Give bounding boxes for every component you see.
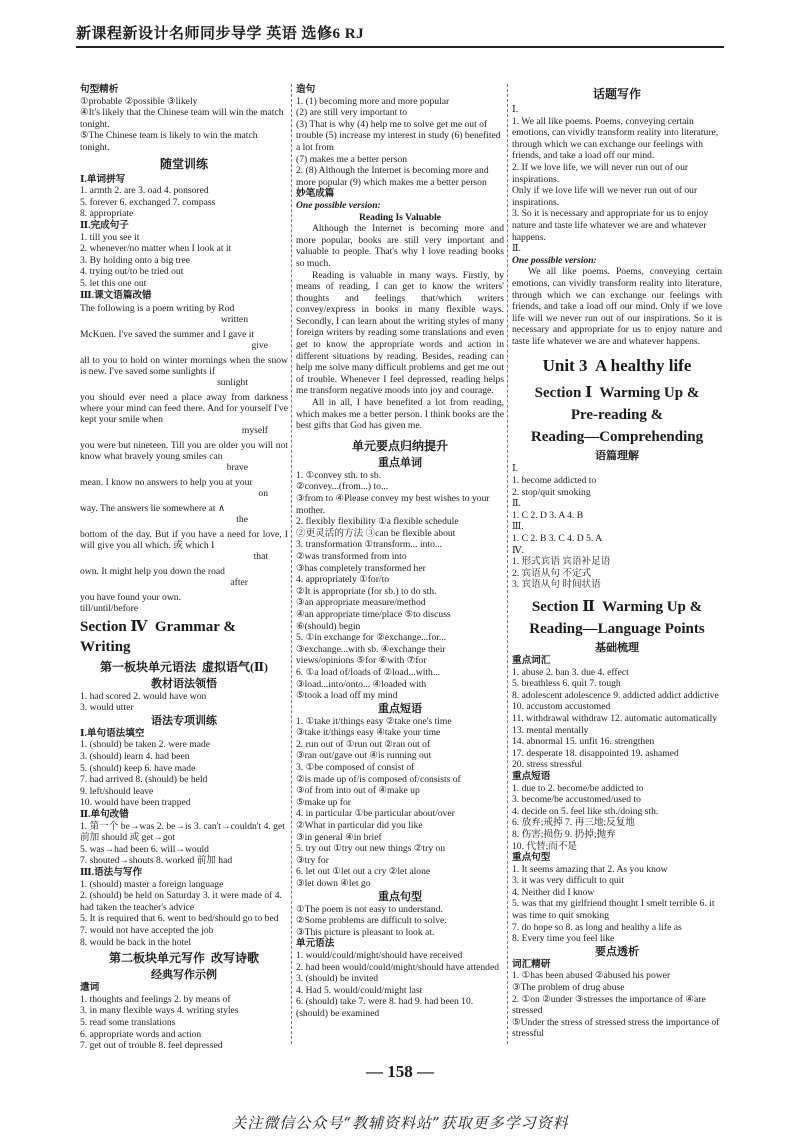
- version-label: One possible version:: [296, 199, 381, 211]
- list-item: 6. ①a load of/loads of ②load...with...: [296, 666, 441, 678]
- header-rule: [76, 46, 724, 48]
- list-item: 5. ①in exchange for ②exchange...for...: [296, 632, 447, 644]
- correction-answer: till/until/before: [80, 603, 139, 615]
- list-item: 1. C 2. D 3. A 4. B: [512, 509, 584, 521]
- subsection-title: 重点短语: [512, 770, 551, 782]
- subsection-title: Ⅲ.语法与写作: [80, 867, 143, 878]
- list-item: ⑤The Chinese team is likely to win the match tonight.: [80, 130, 258, 153]
- correction-line: you were but nineteen. Till you are older you will not know what bravely young smiles can: [80, 440, 291, 463]
- list-item: ③from to ④Please convey my best wishes to your mother.: [296, 493, 490, 516]
- list-item: Ⅲ.: [512, 521, 524, 533]
- subsection-title: 重点词汇: [512, 655, 551, 666]
- list-item: ③let down ④let go: [296, 878, 371, 889]
- correction-fix: sunlight: [217, 377, 248, 389]
- list-item: 1. We all like poems. Poems, conveying certain emotions, can vividly transform reality into literature, through which we can exchange our feelings with friends, and take a load off our mind.: [512, 115, 719, 162]
- list-item: 10. 代替;而不是: [512, 840, 578, 852]
- section-subheading: 重点句型: [378, 890, 422, 903]
- list-item: Ⅳ.: [512, 544, 524, 556]
- section-heading: Section Ⅳ Grammar & Writing: [80, 618, 240, 655]
- list-item: 8. 伤害;损伤 9. 扔掉;抛弃: [512, 828, 616, 840]
- list-item: 6. 放弃;戒掉 7. 再三地;反复地: [512, 817, 635, 829]
- list-item: 20. stress stressful: [512, 759, 583, 771]
- answer-list: [512, 463, 722, 591]
- list-item: 2. ①on ②under ③stresses the importance of ④are stressed: [512, 993, 706, 1017]
- list-item: 5. It is required that 6. went to bed/should go to bed 7. would not have accepted the job: [80, 913, 279, 936]
- answer-list: [512, 970, 722, 1040]
- list-item: 3. in many flexible ways 4. writing styles: [80, 1005, 239, 1017]
- essay-paragraph: Reading is valuable in many ways. Firstly, by means of reading, I can get to know the writers' thoughts and feelings that/which writers convey/express in books in many flexible ways. Secondly, I can learn about the writing styles of many foreign writers by reading some translations and even get to know the appropriate words and action in different situations by reading. Besides, reading can help me solve many difficult problems and get me out of trouble. Whenever I feel depressed, reading helps me transform negative moods into joy and courage.: [296, 269, 507, 397]
- list-item: 5. read some translations: [80, 1016, 176, 1028]
- list-item: 10. would have been trapped: [80, 797, 191, 809]
- list-item: 1. 形式宾语 宾语补足语: [512, 556, 611, 568]
- answer-list: [80, 232, 288, 290]
- subsection-title: Ⅲ.课文语篇改错: [80, 289, 152, 301]
- column-right: [512, 84, 725, 1040]
- list-item: Only if we love life will we never run out of our inspirations.: [512, 185, 698, 208]
- list-item: 2. (8) Although the Internet is becoming more and more popular (9) which makes me a better person: [296, 165, 489, 188]
- subsection-title: Ⅱ.完成句子: [80, 219, 129, 231]
- list-item: ②更灵活的方法 ③can be flexible about: [296, 527, 456, 539]
- list-item: 5. try out ①try out new things ②try on: [296, 843, 446, 855]
- answer-list: [80, 879, 288, 949]
- list-item: ②was transformed from into: [296, 550, 407, 562]
- list-item: 8. adolescent adolescence 9. addicted addict addictive 10. accustom accustomed: [512, 689, 719, 713]
- list-item: 9. left/should leave: [80, 785, 154, 797]
- answer-list: [512, 667, 722, 771]
- list-item: 2. If we love life, we will never run out of our inspirations.: [512, 161, 689, 185]
- section-title: Reading—Comprehending: [530, 429, 704, 446]
- column-middle: [296, 84, 507, 1020]
- list-item: 1. (should) be taken 2. were made: [80, 739, 211, 751]
- list-item: 5. let this one out: [80, 277, 147, 289]
- list-item: ①The poem is not easy to understand.: [296, 903, 443, 915]
- list-item: 2. flexibly flexibility ①a flexible schedule: [296, 516, 459, 528]
- correction-line: you have found your own.: [80, 592, 181, 604]
- section-subheading: 语篇理解: [595, 450, 639, 463]
- list-item: 3. would utter: [80, 702, 134, 714]
- list-item: 3. it was very difficult to quit: [512, 875, 625, 887]
- subsection-title: Ⅱ.单句改错: [80, 809, 129, 821]
- list-item: 1. (should) master a foreign language: [80, 878, 224, 890]
- section-title: 妙笔成篇: [296, 188, 335, 200]
- list-item: 1. It seems amazing that 2. As you know: [512, 863, 668, 875]
- list-item: 1. thoughts and feelings 2. by means of: [80, 993, 231, 1005]
- footer-note: 关注微信公众号“教辅资料站”获取更多学习资料: [231, 1114, 569, 1132]
- list-item: 2. stop/quit smoking: [512, 486, 591, 498]
- list-item: 8. would be back in the hotel: [80, 936, 192, 948]
- list-item: ②convey...(from...) to...: [296, 481, 389, 493]
- subsection-title: 遣词: [80, 982, 100, 994]
- list-item: 1. due to 2. become/be addicted to: [512, 782, 644, 794]
- correction-line: way. The answers lie somewhere at ∧: [80, 503, 226, 515]
- list-item: 3. (should) learn 4. had been: [80, 751, 190, 763]
- list-item: ③has completely transformed her: [296, 562, 426, 574]
- correction-fix: written: [220, 314, 248, 326]
- section-heading: 单元要点归纳提升: [351, 438, 448, 453]
- list-item: 5. (should) keep 6. have made: [80, 762, 196, 774]
- column-divider: [291, 84, 292, 1044]
- answer-list: [80, 739, 288, 809]
- unit-title: Unit 3 A healthy life: [542, 356, 692, 376]
- answer-list: [296, 950, 504, 1020]
- correction-fix: on: [258, 488, 268, 500]
- list-item: 7. shouted→shouts 8. worked 前加 had: [80, 855, 233, 867]
- correction-passage: [80, 303, 291, 604]
- correction-fix: brave: [226, 462, 248, 474]
- correction-line: all to you to hold on winter mornings when the snow is new. I've saved some sunlights if: [80, 355, 291, 378]
- list-item: 5. forever 6. exchanged 7. compass: [80, 196, 216, 208]
- correction-line: you should ever need a place away from darkness where your mind can feed there. And for yourself I've kept your smile when: [80, 392, 291, 426]
- section-subheading: 基础梳理: [595, 642, 639, 654]
- list-item: ④It's likely that the Chinese team will win the match tonight.: [80, 107, 284, 130]
- list-item: 2. had been would/could/might/should have attended 3. (should) be invited: [296, 961, 500, 985]
- list-item: (3) That is why (4) help me to solve get me out of trouble (5) increase my interest in study (6) benefited a lot from: [296, 118, 501, 153]
- list-item: 6. (should) take 7. were 8. had 9. had been 10. (should) be examined: [296, 996, 474, 1019]
- list-item: 8. appropriate: [80, 208, 134, 220]
- list-item: 1. armth 2. are 3. oad 4. ponsored: [80, 185, 209, 197]
- section-heading: 第二板块单元写作 改写诗歌: [108, 951, 259, 966]
- list-item: 1. 第一个 be→was 2. be→is 3. can't→couldn't 4. get 前加 should 或 get→got: [80, 820, 285, 844]
- list-item: 7. get out of trouble 8. feel depressed: [80, 1040, 223, 1052]
- section-title: Reading—Language Points: [529, 621, 705, 637]
- list-item: ⑤took a load off my mind: [296, 690, 398, 702]
- list-item: ③try for: [296, 854, 329, 866]
- section-subheading: 重点单词: [378, 456, 422, 469]
- subsection-title: Ⅰ.单词拼写: [80, 173, 126, 185]
- list-item: 1. had scored 2. would have won: [80, 690, 207, 702]
- correction-line: The following is a poem writing by Rod: [80, 303, 235, 315]
- correction-fix: myself: [241, 425, 268, 437]
- section-title: 句型精析: [80, 84, 119, 95]
- list-item: 1. ①take it/things easy ②take one's time: [296, 715, 452, 727]
- list-item: ②is made up of/is composed of/consists of: [296, 773, 461, 785]
- version-label: One possible version:: [512, 254, 597, 266]
- answer-list: [80, 96, 288, 154]
- list-item: 5. breathless 6. quit 7. tough: [512, 678, 621, 690]
- correction-fix: after: [230, 577, 248, 589]
- list-item: ③ran out/gave out ④is running out: [296, 750, 432, 762]
- list-item: 1. become addicted to: [512, 475, 597, 487]
- list-item: 1. would/could/might/should have received: [296, 949, 463, 961]
- section-title: Section Ⅱ Warming Up &: [531, 599, 703, 615]
- list-item: 6. let out ①let out a cry ②let alone: [296, 866, 431, 878]
- answer-list: [296, 716, 504, 890]
- part-label: Ⅱ.: [512, 243, 521, 255]
- correction-line: own. It might help you down the road: [80, 566, 225, 578]
- column-left: [80, 84, 291, 1052]
- section-subheading: 要点透析: [595, 945, 639, 958]
- essay-title: Reading Is Valuable: [358, 211, 442, 223]
- list-item: (2) are still very important to: [296, 107, 408, 119]
- answer-list: [512, 116, 722, 244]
- list-item: ②What in particular did you like: [296, 820, 423, 832]
- list-item: 5. was that my girlfriend thought I smelt terrible 6. it was time to quit smoking: [512, 898, 715, 922]
- subsection-title: Ⅰ.单句语法填空: [80, 727, 145, 739]
- list-item: ⑤make up for: [296, 796, 351, 808]
- list-item: ③of from into out of ④make up: [296, 785, 420, 797]
- answer-list: [80, 185, 288, 220]
- section-title: 造句: [296, 84, 316, 95]
- section-heading: 话题写作: [592, 87, 641, 101]
- list-item: ③This picture is pleasant to look at.: [296, 926, 435, 938]
- list-item: ③an appropriate measure/method: [296, 597, 426, 609]
- list-item: 3. So it is necessary and appropriate for us to enjoy nature and taste life whatever we are and whatever happens.: [512, 208, 709, 243]
- section-subheading: 教材语法领悟: [151, 677, 217, 690]
- list-item: 3. transformation ①transform... into...: [296, 539, 443, 551]
- list-item: ③exchange...with sb. ④exchange their views/opinions ⑤for ⑥with ⑦for: [296, 643, 446, 667]
- list-item: 2. 宾语从句 不定式: [512, 567, 592, 579]
- subsection-title: 重点句型: [512, 852, 551, 864]
- list-item: 11. withdrawal withdraw 12. automatic automatically 13. mental mentally: [512, 712, 718, 736]
- section-heading: 随堂训练: [159, 156, 208, 171]
- list-item: 4. Neither did I know: [512, 886, 595, 898]
- correction-fix: the: [236, 514, 248, 526]
- section-subheading: 经典写作示例: [151, 969, 217, 982]
- list-item: 3. By holding onto a big tree: [80, 254, 191, 266]
- essay-body: [296, 223, 507, 432]
- list-item: Ⅱ.: [512, 498, 521, 510]
- list-item: ②Some problems are difficult to solve.: [296, 915, 447, 927]
- list-item: 7. do hope so 8. as long and healthy a life as: [512, 921, 682, 933]
- section-subheading: 语法专项训练: [151, 714, 217, 727]
- list-item: 1. ①convey sth. to sb.: [296, 469, 382, 481]
- list-item: 1. abuse 2. ban 3. due 4. effect: [512, 666, 629, 678]
- list-item: 1. till you see it: [80, 231, 140, 243]
- list-item: ③take it/things easy ④take your time: [296, 727, 441, 739]
- list-item: 4. appropriately ①for/to: [296, 574, 390, 586]
- list-item: ③load...into/onto... ④loaded with: [296, 678, 427, 690]
- list-item: 4. trying out/to be tried out: [80, 266, 184, 278]
- list-item: 17. desperate 18. disappointed 19. ashamed: [512, 747, 679, 759]
- list-item: 1. (1) becoming more and more popular: [296, 95, 450, 107]
- list-item: 4. Had 5. would/could/might last: [296, 984, 423, 996]
- correction-line: mean. I know no answers to help you at your: [80, 477, 253, 489]
- list-item: ③The problem of drug abuse: [512, 982, 625, 994]
- list-item: ⑤Under the stress of stressed stress the importance of stressful: [512, 1016, 720, 1040]
- list-item: 6. appropriate words and action: [80, 1028, 202, 1040]
- essay-body: We all like poems. Poems, conveying certain emotions, can vividly transform reality into literature, through which we can exchange our feelings with friends, and take a load off our mind. Only if we love life will we never run out of our inspirations. So it is necessary and appropriate for us to enjoy nature and taste life whatever we are and whatever happens.: [512, 266, 725, 347]
- correction-fix: that: [253, 551, 268, 563]
- subsection-title: 单元语法: [296, 938, 335, 950]
- answer-list: [80, 994, 288, 1052]
- list-item: 7. had arrived 8. (should) be held: [80, 774, 208, 786]
- correction-line: McKuen. I've saved the summer and I gave it: [80, 329, 255, 341]
- list-item: 3. ①be composed of consist of: [296, 762, 415, 774]
- list-item: 2. (should) be held on Saturday 3. it were made of 4. had taken the teacher's advice: [80, 890, 282, 913]
- section-subheading: 重点短语: [378, 702, 422, 715]
- list-item: 4. decide on 5. feel like sth./doing sth.: [512, 805, 659, 817]
- list-item: ①probable ②possible ③likely: [80, 95, 198, 107]
- list-item: 3. become/be accustomed/used to: [512, 794, 641, 806]
- list-item: ②It is appropriate (for sb.) to do sth.: [296, 585, 437, 597]
- list-item: 2. whenever/no matter when I look at it: [80, 243, 232, 255]
- list-item: 4. in particular ①be particular about/over: [296, 808, 455, 820]
- correction-fix: give: [251, 340, 268, 352]
- subsection-title: 词汇精研: [512, 958, 551, 970]
- section-subheading: 第一板块单元语法 虚拟语气(Ⅱ): [99, 659, 269, 674]
- list-item: ③in general ④in brief: [296, 831, 382, 843]
- section-title: Section Ⅰ Warming Up &: [534, 385, 700, 402]
- list-item: 1. ①has been abused ②abused his power: [512, 970, 671, 982]
- part-label: Ⅰ.: [512, 104, 519, 115]
- list-item: 3. 宾语从句 时间状语: [512, 579, 601, 591]
- answer-list: [80, 821, 288, 867]
- page-header: 新课程新设计名师同步导学 英语 选修6 RJ: [76, 26, 365, 42]
- list-item: 2. run out of ①run out ②ran out of: [296, 738, 431, 750]
- list-item: 14. abnormal 15. unfit 16. strengthen: [512, 736, 655, 748]
- page-number: — 158 —: [366, 1062, 434, 1081]
- answer-list: [296, 470, 504, 702]
- list-item: ④an appropriate time/place ⑤to discuss: [296, 608, 451, 620]
- list-item: Ⅰ.: [512, 463, 519, 475]
- correction-line: bottom of the day. But if you have a need for love, I will give you all which. 或 which I: [80, 529, 291, 552]
- answer-list: [512, 864, 722, 945]
- essay-paragraph: All in all, I have benefited a lot from reading, which makes me a better person. I think books are the best gifts that God has given me.: [296, 397, 507, 432]
- section-title: Pre-reading &: [570, 407, 664, 424]
- answer-list: [80, 691, 288, 714]
- answer-list: [296, 96, 504, 189]
- essay-paragraph: Although the Internet is becoming more and more popular, books are still very important and valuable to people. That's why I love reading books so much.: [296, 223, 507, 269]
- answer-list: [296, 904, 504, 939]
- list-item: 1. C 2. B 3. C 4. D 5. A: [512, 533, 603, 545]
- list-item: ⑥(should) begin: [296, 620, 361, 632]
- list-item: (7) makes me a better person: [296, 153, 408, 165]
- list-item: 8. Every time you feel like: [512, 933, 615, 945]
- list-item: 5. was→had been 6. will→would: [80, 843, 209, 855]
- column-divider: [507, 84, 508, 1044]
- answer-list: [512, 783, 722, 853]
